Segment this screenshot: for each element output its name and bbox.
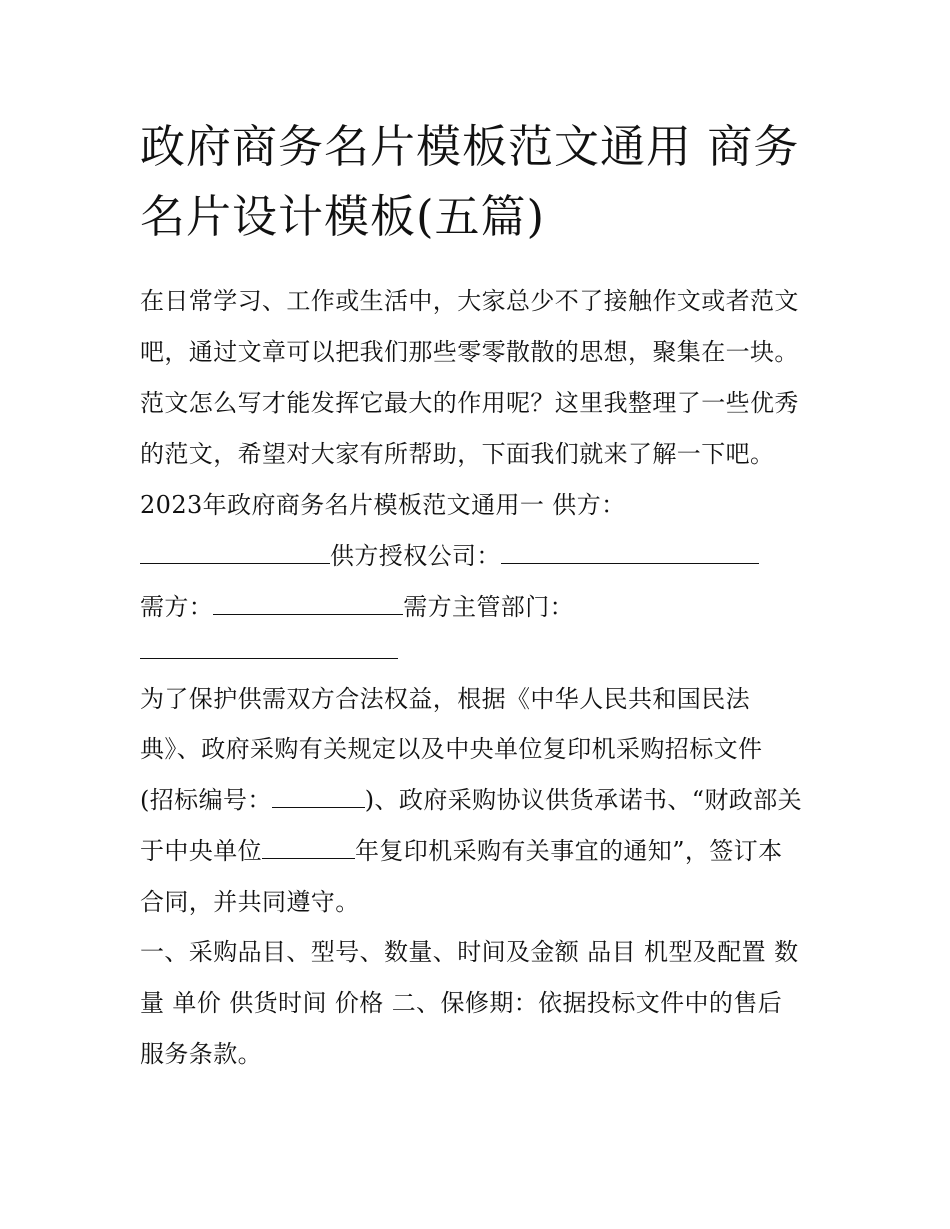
supplier-line [140,541,759,571]
terms-line-1: 一、采购品目、型号、数量、时间及金额 品目 机型及配置 数 [140,938,799,966]
year-blank [262,837,355,859]
bid-number-blank [272,786,365,808]
contract-line-5: 合同，并共同遵守。 [140,888,360,916]
contract-line-1: 为了保护供需双方合法权益，根据《中华人民共和国民法 [140,685,750,713]
supplier-blank [140,542,330,564]
intro-line-3: 范文怎么写才能发挥它最大的作用呢？这里我整理了一些优秀 [140,389,799,417]
contract-line-2: 典》、政府采购有关规定以及中央单位复印机采购招标文件 [140,735,763,763]
bid-number-label: (招标编号： [140,786,272,814]
contract-line-4-rest: 年复印机采购有关事宜的通知”，签订本 [355,837,783,865]
intro-line-1: 在日常学习、工作或生活中，大家总少不了接触作文或者范文 [140,287,799,315]
terms-line-2: 量 单价 供货时间 价格 二、保修期：依据投标文件中的售后 [140,989,783,1017]
intro-line-2: 吧，通过文章可以把我们那些零零散散的思想，聚集在一块。 [140,338,799,366]
document-title: 政府商务名片模板范文通用 商务名片设计模板(五篇) [140,120,800,243]
supplier-auth-blank [501,542,759,564]
buyer-dept-label: 需方主管部门： [403,593,575,621]
buyer-label: 需方： [140,593,214,621]
buyer-line [140,592,574,622]
buyer-blank [213,593,403,615]
section-heading: 2023年政府商务名片模板范文通用一 供方： [140,491,626,519]
buyer-dept-line [140,636,398,666]
buyer-dept-blank [140,637,398,659]
contract-line-4-start: 于中央单位 [140,837,262,865]
supplier-auth-label: 供方授权公司： [330,542,501,570]
intro-line-4: 的范文，希望对大家有所帮助，下面我们就来了解一下吧。 [140,440,775,468]
contract-line-3-rest: )、政府采购协议供货承诺书、“财政部关 [364,786,802,814]
contract-line-4 [140,836,782,866]
terms-line-3: 服务条款。 [140,1040,262,1068]
contract-line-3 [140,785,802,815]
